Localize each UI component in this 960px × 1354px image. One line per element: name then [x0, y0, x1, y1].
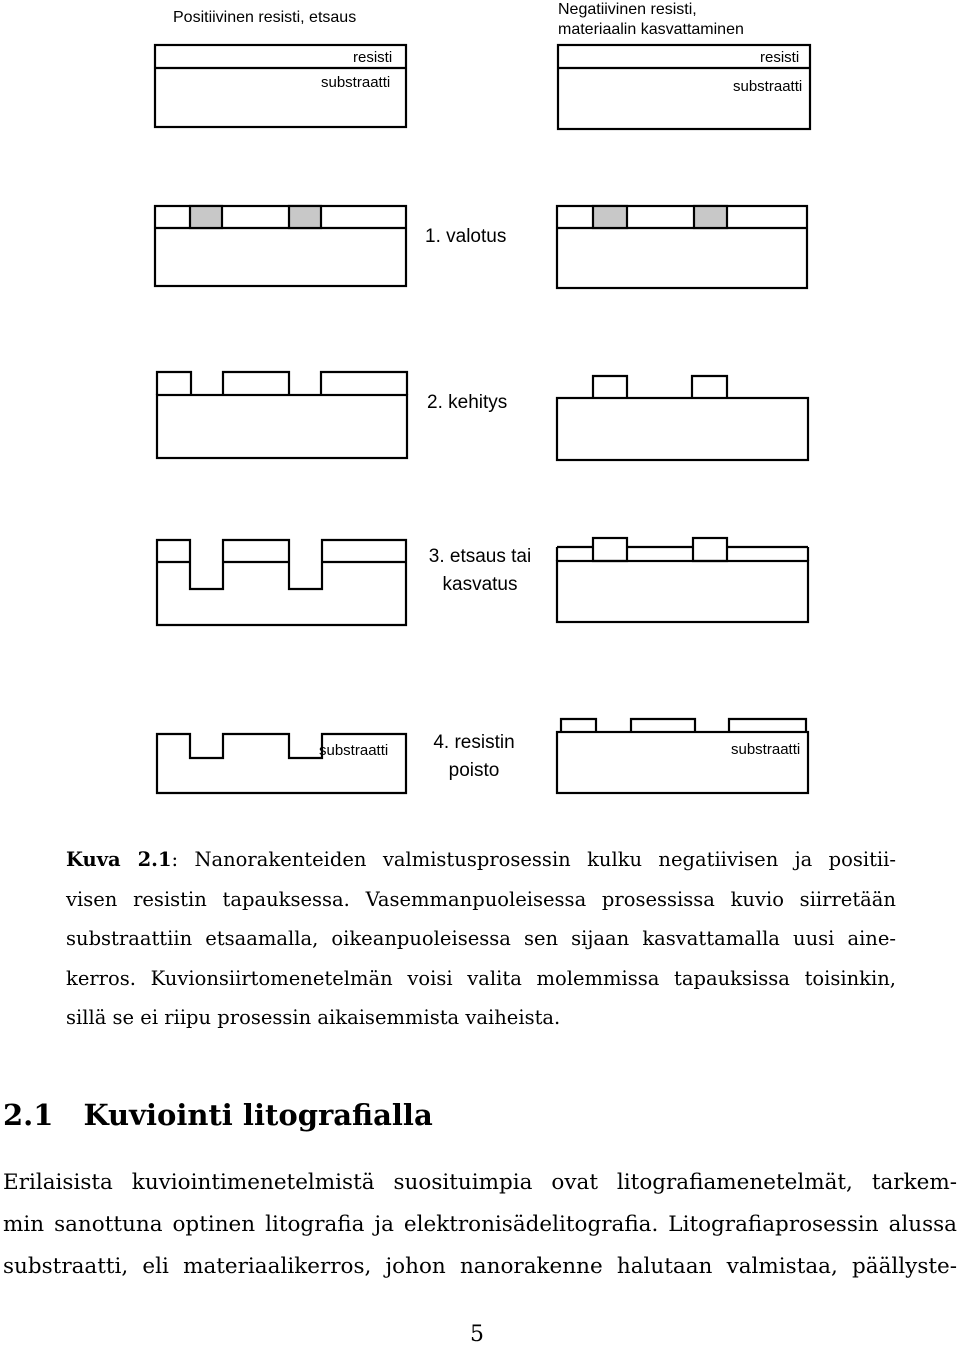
right-final-substrate-label: substraatti — [731, 741, 801, 758]
body-paragraph — [3, 1162, 957, 1288]
right-title-line: materiaalin kasvattaminen — [558, 21, 744, 38]
body-line: Erilaisista kuviointimenetelmistä suosituimpia ovat litografiamenetelmät, tarkem- — [3, 1170, 957, 1195]
step-3-line: kasvatus — [442, 574, 518, 595]
left-resist-label: resisti — [353, 49, 393, 66]
left-developed-stack — [157, 372, 407, 458]
caption-line — [66, 840, 896, 880]
right-developed-stack — [557, 376, 808, 460]
page-number: 5 — [470, 1322, 484, 1347]
caption-label: Kuva 2.1 — [66, 848, 172, 871]
caption-line: substraattiin etsaamalla, oikeanpuoleisessa sen sijaan kasvattamalla uusi aine- — [66, 927, 896, 950]
left-etched-stack — [157, 540, 406, 625]
body-line: min sanottuna optinen litografia ja elektronisädelitografia. Litografiaprosessin alussa — [3, 1212, 957, 1237]
section-number: 2.1 — [3, 1098, 54, 1132]
step-3-line: 3. etsaus tai — [428, 546, 532, 567]
step-2-label: 2. kehitys — [427, 392, 508, 413]
step-1-label: 1. valotus — [425, 226, 507, 247]
caption-line: visen resistin tapauksessa. Vasemmanpuoleisessa prosessissa kuvio siirretään — [66, 887, 896, 911]
left-final-substrate-label: substraatti — [319, 742, 389, 759]
right-title-line: Negatiivinen resisti, — [558, 1, 697, 18]
step-4-label — [412, 729, 536, 785]
caption-line: sillä se ei riipu prosessin aikaisemmista vaiheista. — [66, 1006, 561, 1029]
figure-caption — [66, 840, 896, 1038]
right-substrate-label: substraatti — [733, 78, 803, 95]
step-4-line: poisto — [448, 760, 500, 781]
left-column-title: Positiivinen resisti, etsaus — [173, 9, 357, 26]
section-heading — [3, 1098, 433, 1132]
section-title: Kuviointi litografialla — [83, 1098, 433, 1132]
right-exposed-stack — [557, 206, 807, 288]
left-exposed-stack — [155, 206, 406, 286]
body-line: substraatti, eli materiaalikerros, johon nanorakenne halutaan valmistaa, päällyste- — [3, 1254, 957, 1279]
right-grown-stack — [557, 538, 808, 622]
left-substrate-label: substraatti — [321, 74, 391, 91]
right-resist-label: resisti — [760, 49, 800, 66]
caption-line-text: : Nanorakenteiden valmistusprosessin kulku negatiivisen ja positii- — [171, 848, 896, 871]
step-3-label — [416, 543, 544, 599]
step-4-line: 4. resistin — [433, 732, 515, 753]
caption-line: kerros. Kuvionsiirtomenetelmän voisi valita molemmissa tapauksissa toisinkin, — [66, 966, 896, 990]
